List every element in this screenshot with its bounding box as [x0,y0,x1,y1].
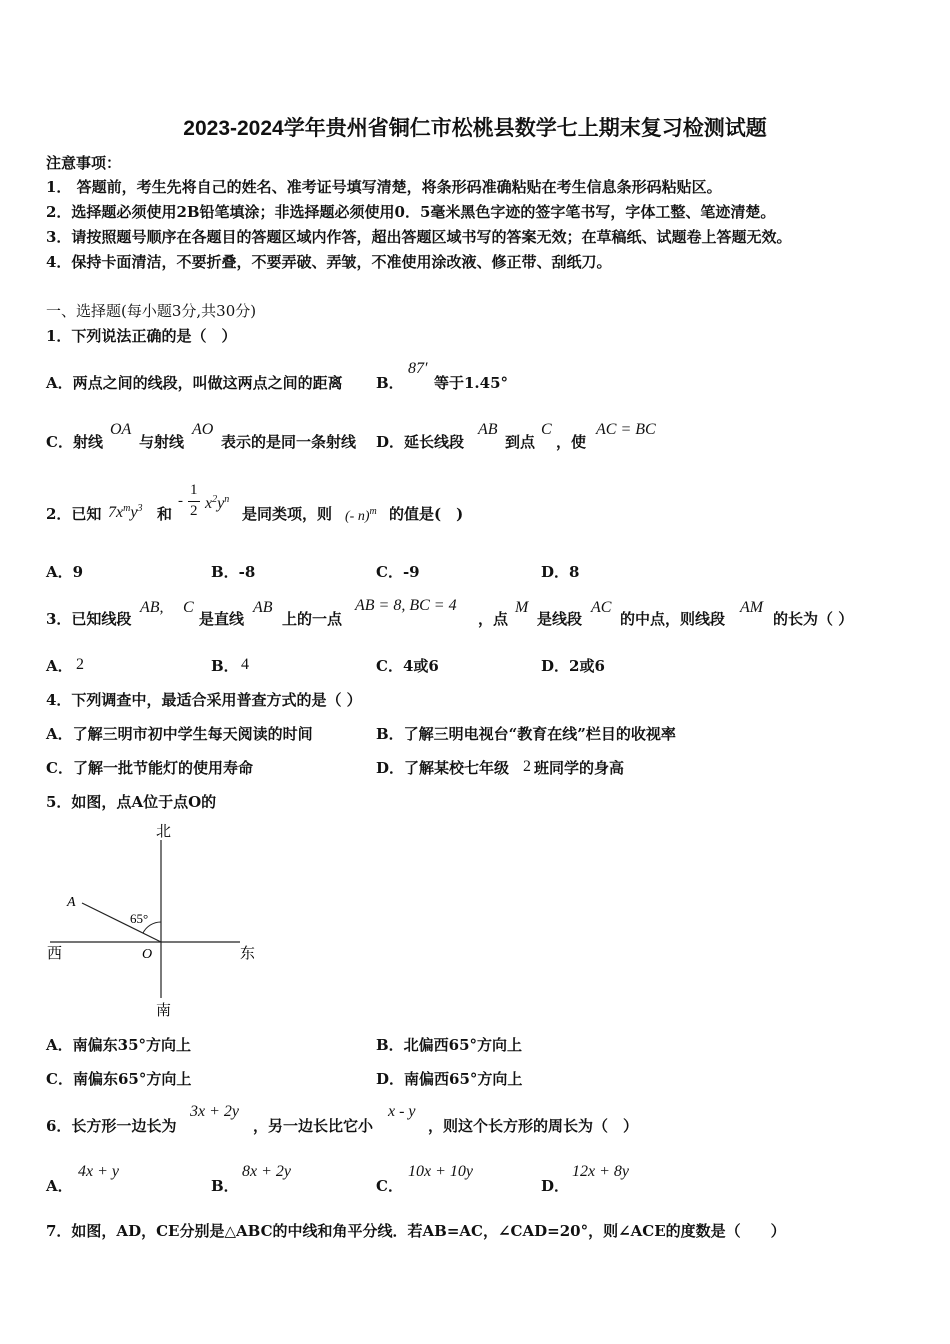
label-point-a: A [67,895,76,910]
q3-option-a-label: A． [46,657,73,675]
q6-option-c-label: C． [376,1177,403,1195]
q3-option-c: C．4或6 [376,657,439,675]
q3-text-4: ，点 [478,610,509,628]
label-point-o: O [142,947,153,962]
q2-fraction-denominator: 2 [190,503,198,519]
q1-d-text-1: 到点 [505,433,536,451]
q3-segment-am: AM [740,599,764,616]
q3-text-1: 3．已知线段 [46,610,132,628]
notice-heading: 注意事项： [46,154,122,172]
q6-side-length: 3x + 2y [190,1103,239,1120]
q3-text-7: 的长为（ ） [773,610,854,628]
q2-text-4: 的值是( ) [389,505,464,523]
q2-fraction-numerator: 1 [190,482,198,498]
q3-point-m: M [515,599,529,616]
q6-option-d-value: 12x + 8y [572,1163,629,1180]
q2-monomial-2: $x^2y^n$ [205,494,230,512]
q6-option-b-value: 8x + 2y [242,1163,291,1180]
q7-stem: 7．如图，AD，CE分别是△ABC的中线和角平分线．若AB=AC，∠CAD=20°，则∠ACE的度数是（ ） [46,1222,786,1240]
q1-option-d-label: D．延长线段 [376,433,465,451]
q1-d-text-2: ，使 [556,433,587,451]
notice-item-3: 3．请按照题号顺序在各题目的答题区域内作答，超出答题区域书写的答案无效；在草稿纸、试题卷上答题无效。 [46,228,792,246]
q2-option-c: C．-9 [376,563,420,581]
q6-option-b-label: B． [211,1177,239,1195]
q3-option-d: D．2或6 [541,657,605,675]
page-title: 2023-2024学年贵州省铜仁市松桃县数学七上期末复习检测试题 [183,117,767,140]
q3-text-2: 是直线 [199,610,245,628]
q3-given: AB = 8, BC = 4 [355,597,457,614]
q3-text-6: 的中点，则线段 [620,610,726,628]
q1-d-equation: AC = BC [596,421,656,438]
q6-option-d-label: D． [541,1177,570,1195]
q6-text-2: ，另一边长比它小 [253,1117,374,1135]
q6-option-a-value: 4x + y [78,1163,119,1180]
label-west: 西 [47,944,63,962]
q3-option-a-value: 2 [76,656,84,673]
q2-expression: (- n)$^m$ [345,506,377,524]
q6-text-3: ，则这个长方形的周长为（ ） [428,1117,639,1135]
q3-line-ab: AB [253,599,273,616]
q1-option-b-label: B． [376,374,404,392]
q2-monomial-1: $7x^my^3$ [108,503,143,521]
q2-text-2: 和 [157,505,173,523]
q1-option-b-math: 87′ [408,360,428,377]
q2-option-d: D．8 [541,563,580,581]
label-south: 南 [156,1001,172,1019]
q1-d-segment-ab: AB [478,421,498,438]
q6-difference: x - y [388,1103,416,1120]
q1-option-b-text: 等于1.45° [434,374,509,392]
label-east: 东 [240,944,256,962]
q5-option-a: A．南偏东35°方向上 [46,1036,192,1054]
ray-oa [82,903,161,942]
label-north: 北 [156,822,172,840]
q1-option-a: A．两点之间的线段，叫做这两点之间的距离 [46,374,343,392]
notice-item-2: 2．选择题必须使用2B铅笔填涂；非选择题必须使用0．5毫米黑色字迹的签字笔书写，字体工整、笔迹清楚。 [46,203,776,221]
q3-option-b-label: B． [211,657,239,675]
q4-option-d-text-2: 班同学的身高 [534,759,625,777]
q5-option-c: C．南偏东65°方向上 [46,1070,192,1088]
notice-item-1: 1． 答题前，考生先将自己的姓名、准考证号填写清楚，将条形码准确粘贴在考生信息条形码粘贴区。 [46,178,722,196]
compass-figure [40,820,280,1020]
q2-fraction-bar [188,501,200,502]
q3-text-5: 是线段 [537,610,583,628]
q2-text-3: 是同类项，则 [242,505,333,523]
q5-option-d: D．南偏西65°方向上 [376,1070,523,1088]
q5-stem: 5．如图，点A位于点O的 [46,793,217,811]
q6-text-1: 6．长方形一边长为 [46,1117,177,1135]
q3-segment-ab: AB, [140,599,164,616]
q2-option-a: A．9 [46,563,84,581]
q4-option-d-text-1: D．了解某校七年级 [376,759,510,777]
q2-text-1: 2．已知 [46,505,102,523]
label-angle: 65° [130,911,149,926]
q3-text-3: 上的一点 [282,610,343,628]
q4-option-d-number: 2 [523,758,531,775]
q5-option-b: B．北偏西65°方向上 [376,1036,523,1054]
q3-segment-ac: AC [591,599,612,616]
q1-c-text-1: 与射线 [139,433,185,451]
q4-option-b: B．了解三明电视台“教育在线”栏目的收视率 [376,725,676,743]
q1-c-text-2: 表示的是同一条射线 [221,433,357,451]
notice-item-4: 4．保持卡面清洁，不要折叠，不要弄破、弄皱，不准使用涂改液、修正带、刮纸刀。 [46,253,612,271]
q3-option-b-value: 4 [241,656,249,673]
q1-option-c-label: C．射线 [46,433,103,451]
q2-option-b: B．-8 [211,563,256,581]
section-heading: 一、选择题(每小题3分,共30分) [46,302,257,320]
q1-c-ray-oa: OA [110,421,132,438]
q1-stem: 1．下列说法正确的是（ ） [46,327,237,345]
q3-point-c: C [183,599,194,616]
q1-c-ray-ao: AO [192,421,214,438]
q6-option-a-label: A． [46,1177,73,1195]
q6-option-c-value: 10x + 10y [408,1163,473,1180]
q2-minus-sign: - [178,493,183,509]
q4-stem: 4．下列调查中，最适合采用普查方式的是（ ） [46,691,362,709]
q4-option-c: C．了解一批节能灯的使用寿命 [46,759,253,777]
q4-option-a: A．了解三明市初中学生每天阅读的时间 [46,725,313,743]
q1-d-point-c: C [541,421,552,438]
